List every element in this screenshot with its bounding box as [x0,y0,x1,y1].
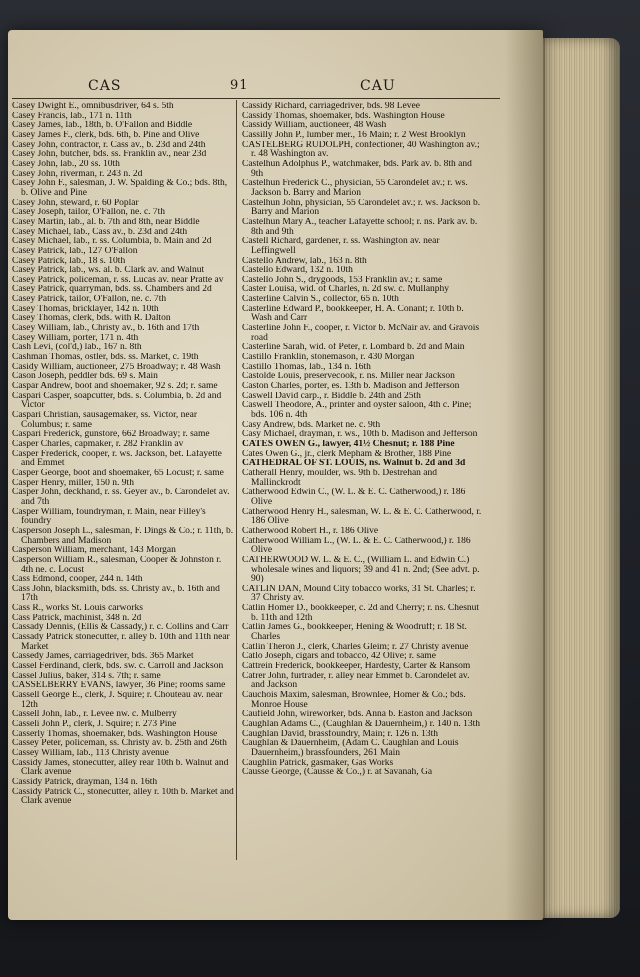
directory-entry: Cassady Patrick stonecutter, r. alley b. 10th and 11th near Market [12,633,230,652]
directory-entry: Cassilly John P., lumber mer., 16 Main; r. 2 West Brooklyn [242,130,466,140]
directory-entry: Cass Edmond, cooper, 244 n. 14th [12,575,143,585]
directory-entry: Caughlan David, brassfoundry, Main; r. 126 n. 13th [242,729,438,739]
directory-entry: Catlin James G., bookkeeper, Hening & Woodruff; r. 18 St. Charles [242,623,467,643]
directory-entry: Casper Henry, miller, 150 n. 9th [12,478,134,488]
directory-entry: Cassidy Thomas, shoemaker, bds. Washington House [242,111,445,121]
directory-entry: Casey Patrick, policeman, r. ss. Lucas av. near Pratte av [12,275,224,285]
directory-entry: Casper George, boot and shoemaker, 65 Locust; r. same [12,468,224,478]
directory-entry: Cason Joseph, peddler bds. 69 s. Main [12,372,158,382]
directory-entry: Castello Andrew, lab., 163 n. 8th [242,256,367,266]
directory-entry: Cashman Thomas, ostler, bds. ss. Market, c. 19th [12,353,199,363]
directory-entry: Castello Edward, 132 n. 10th [242,266,353,276]
directory-entry: Casey Martin, lab., al. b. 7th and 8th, near Biddle [12,217,200,227]
directory-entry: Catherall Henry, moulder, ws. 9th b. Destrehan and Mallinckrodt [242,468,438,488]
directory-entry: Casperson Joseph L., salesman, F. Dings & Co.; r. 11th, b. Chambers and Madison [12,526,234,546]
page-number: 91 [230,78,249,93]
header-right-guide-word: CAU [360,78,396,94]
directory-entry: Casperson William, merchant, 143 Morgan [12,546,176,556]
directory-entry: CATES OWEN G., lawyer, 41½ Chesnut; r. 188 Pine [242,439,455,449]
directory-entry: Casey William, porter, 171 n. 4th [12,333,139,343]
left-column [12,102,234,807]
directory-entry: Cassedy James, carriagedriver, bds. 365 Market [12,652,194,662]
directory-entry: Catherwood Henry H., salesman, W. L. & E. C. Catherwood, r. 186 Olive [242,507,482,527]
directory-entry: Casper John, deckhand, r. ss. Geyer av., b. Carondelet av. and 7th [12,488,230,507]
directory-entry: Caster Louisa, wid. of Charles, n. 2d sw. c. Mullanphy [242,285,450,295]
directory-entry: Caughlan Adams C., (Caughlan & Dauernheim,) r. 140 n. 13th [242,720,480,729]
directory-entry: Castolde Louis, preservecook, r. ns. Miller near Jackson [242,372,455,382]
directory-entry: Casey William, lab., Christy av., b. 16th and 17th [12,324,200,334]
book-page-edges [530,38,620,918]
directory-entry: Cassidy William, auctioneer, 48 Wash [242,121,387,131]
directory-entry: Cassell John, lab., r. Levee nw. c. Mulberry [12,710,177,720]
directory-entry: Caspari Casper, soapcutter, bds. s. Columbia, b. 2d and Victor [12,391,222,411]
directory-entry: Cauchois Maxim, salesman, Brownlee, Homer & Co.; bds. Monroe House [242,691,466,710]
directory-entry: Casey John, contractor, r. Cass av., b. 23d and 24th [12,140,206,150]
directory-entry: Cassell George E., clerk, J. Squire; r. Chouteau av. near 12th [12,691,223,710]
directory-entry: Casserly Thomas, shoemaker, bds. Washington House [12,729,218,739]
directory-entry: Catlo Joseph, cigars and tobacco, 42 Olive; r. same [242,652,436,662]
directory-entry: Caughlan & Dauernheim, (Adam C. Caughlan and Louis Dauernheim,) brassfounders, 261 Main [242,739,459,758]
directory-entry: Cattrein Frederick, bookkeeper, Hardesty, Carter & Ransom [242,662,471,672]
directory-entry: Castelhun Adolphus P., watchmaker, bds. Park av. b. 8th and 9th [242,159,472,179]
directory-entry: Cates Owen G., jr., clerk Mepham & Brother, 188 Pine [242,449,452,459]
directory-entry: Caspar Andrew, boot and shoemaker, 92 s. 2d; r. same [12,382,218,392]
directory-entry: Castello John S., drygoods, 153 Franklin av.; r. same [242,275,443,285]
directory-entry: Cash Levi, (col'd,) lab., 167 n. 8th [12,343,142,353]
directory-entry: Catherwood Robert H., r. 186 Olive [242,526,379,536]
directory-entry: Casper William, foundryman, r. Main, near Filley's foundry [12,507,206,527]
directory-entry: Casy Michael, drayman, r. ws., 10th b. Madison and Jefferson [242,430,478,440]
directory-entry: CATLIN DAN, Mound City tobacco works, 31 St. Charles; r. 37 Christy av. [242,584,476,604]
directory-entry: Casperson William R., salesman, Cooper & Johnston r. 4th ne. c. Locust [12,555,222,575]
directory-entry: Caspari Christian, sausagemaker, ss. Victor, near Columbus; r. same [12,411,198,430]
directory-entry: Cass Patrick, machinist, 348 n. 2d [12,613,142,623]
directory-entry: Caswell Theodore, A., printer and oyster saloon, 4th c. Pine; bds. 106 n. 4th [242,401,472,420]
directory-entry: Casterline Calvin S., collector, 65 n. 10th [242,295,399,305]
directory-entry: Catrer John, furtrader, r. alley near Emmet b. Carondelet av. and Jackson [242,671,470,691]
directory-entry: CATHEDRAL OF ST. LOUIS, ns. Walnut b. 2d and 3d [242,459,466,469]
directory-entry: Cassel Ferdinand, clerk, bds. sw. c. Carroll and Jackson [12,662,224,672]
directory-entry: Casterline Edward P., bookkeeper, H. A. Conant; r. 10th b. Wash and Carr [242,304,464,324]
directory-entry: Casey Patrick, lab., ws. al. b. Clark av. and Walnut [12,266,205,276]
right-column [242,102,482,778]
directory-entry: Catherwood Edwin C., (W. L. & E. C. Catherwood,) r. 186 Olive [242,488,466,507]
directory-entry: Casidy William, auctioneer, 275 Broadway; r. 48 Wash [12,362,221,372]
directory-entry: Casey Patrick, tailor, O'Fallon, ne. c. 7th [12,295,167,305]
directory-entry: Casterline John F., cooper, r. Victor b. McNair av. and Gravois road [242,324,480,343]
directory-entry: Casey Dwight E., omnibusdriver, 64 s. 5th [12,102,174,111]
directory-entry: Castelhun Mary A., teacher Lafayette school; r. ns. Park av. b. 8th and 9th [242,217,478,237]
directory-entry: Castelhun Frederick C., physician, 55 Carondelet av.; r. ws. Jackson b. Barry and Marion [242,179,468,198]
directory-entry: Castillo Thomas, lab., 134 n. 16th [242,362,371,372]
directory-entry: Casey Michael, lab., r. ss. Columbia, b. Main and 2d [12,237,212,247]
directory-entry: Cassey Peter, policeman, ss. Christy av. b. 25th and 26th [12,739,227,749]
directory-entry: Casey Patrick, quarryman, bds. ss. Chambers and 2d [12,285,212,295]
directory-entry: Cassidy Patrick, drayman, 134 n. 16th [12,777,158,787]
directory-entry: Castelhun John, physician, 55 Carondelet av.; r. ws. Jackson b. Barry and Marion [242,198,481,218]
directory-entry: Cassidy James, stonecutter, alley rear 10th b. Walnut and Clark avenue [12,758,229,778]
directory-entry: CATHERWOOD W. L. & E. C., (William L. and Edwin C.) wholesale wines and liquors; 39 and 41 n. 2nd; (See advt. p. 90) [242,555,480,585]
directory-entry: Casey Patrick, lab., 18 s. 10th [12,256,126,266]
directory-entry: CASSELBERRY EVANS, lawyer, 36 Pine; rooms same [12,681,226,691]
directory-entry: Casey John, steward, r. 60 Poplar [12,198,139,208]
header-left-guide-word: CAS [88,78,122,94]
directory-entry: CASTELBERG RUDOLPH, confectioner, 40 Washington av.; r. 48 Washington av. [242,140,480,160]
directory-entry: Casy Andrew, bds. Market ne. c. 9th [242,420,381,430]
header-rule [12,98,500,99]
directory-entry: Casey Patrick, lab., 127 O'Fallon [12,246,138,256]
directory-entry: Casey John, butcher, bds. ss. Franklin av., near 23d [12,150,207,160]
directory-entry: Casey James, lab., 18th, b. O'Fallon and Biddle [12,121,193,131]
directory-entry: Castell Richard, gardener, r. ss. Washington av. near Leffingwell [242,237,440,256]
directory-entry: Caufield John, wireworker, bds. Anna b. Easton and Jackson [242,710,473,720]
directory-entry: Catlin Theron J., clerk, Charles Gleim; r. 27 Christy avenue [242,642,469,652]
directory-entry: Cassey William, lab., 113 Christy avenue [12,748,169,758]
column-divider [236,100,237,860]
directory-entry: Caswell David carp., r. Biddle b. 24th and 25th [242,391,421,401]
directory-entry: Caston Charles, porter, es. 13th b. Madison and Jefferson [242,382,460,392]
directory-entry: Cass John, blacksmith, bds. ss. Christy av., b. 16th and 17th [12,584,220,604]
directory-entry: Casey James F., clerk, bds. 6th, b. Pine and Olive [12,130,200,140]
running-header [8,78,538,98]
directory-entry: Cassady Dennis, (Ellis & Cassady,) r. c. Collins and Carr [12,623,229,633]
directory-entry: Catlin Homer D., bookkeeper, c. 2d and Cherry; r. ns. Chesnut b. 11th and 12th [242,604,480,623]
directory-entry: Casey John, riverman, r. 243 n. 2d [12,169,143,179]
directory-entry: Casey Thomas, clerk, bds. with R. Dalton [12,314,171,324]
directory-entry: Casey Francis, lab., 171 n. 11th [12,111,132,121]
directory-entry: Cassel Julius, baker, 314 s. 7th; r. same [12,671,161,681]
directory-entry: Casseli John P., clerk, J. Squire; r. 273 Pine [12,720,177,729]
directory-entry: Casey Thomas, bricklayer, 142 n. 10th [12,304,159,314]
directory-entry: Cass R., works St. Louis carworks [12,604,143,614]
directory-entry: Casey Joseph, tailor, O'Fallon, ne. c. 7th [12,208,166,218]
directory-entry: Castillo Franklin, stonemason, r. 430 Morgan [242,353,415,363]
directory-entry: Catherwood William L., (W. L. & E. C. Catherwood,) r. 186 Olive [242,536,471,556]
directory-entry: Casey Michael, lab., Cass av., b. 23d and 24th [12,227,188,237]
directory-entry: Caspari Frederick, gunstore, 662 Broadway; r. same [12,430,210,440]
directory-entry: Casper Charles, capmaker, r. 282 Franklin av [12,439,184,449]
directory-entry: Caughlin Patrick, gasmaker, Gas Works [242,758,394,768]
directory-entry: Cassidy Richard, carriagedriver, bds. 98 Levee [242,102,420,111]
directory-entry: Causse George, (Causse & Co.,) r. at Savanah, Ga [242,768,433,778]
directory-entry: Casterline Sarah, wid. of Peter, r. Lombard b. 2d and Main [242,343,465,353]
directory-entry: Cassidy Patrick C., stonecutter, alley r. 10th b. Market and Clark avenue [12,787,234,807]
directory-entry: Casey John, lab., 20 ss. 10th [12,159,120,169]
directory-entry: Casey John F., salesman, J. W. Spalding & Co.; bds. 8th, b. Olive and Pine [12,179,228,198]
directory-entry: Casper Frederick, cooper, r. ws. Jackson, bet. Lafayette and Emmet [12,449,222,469]
